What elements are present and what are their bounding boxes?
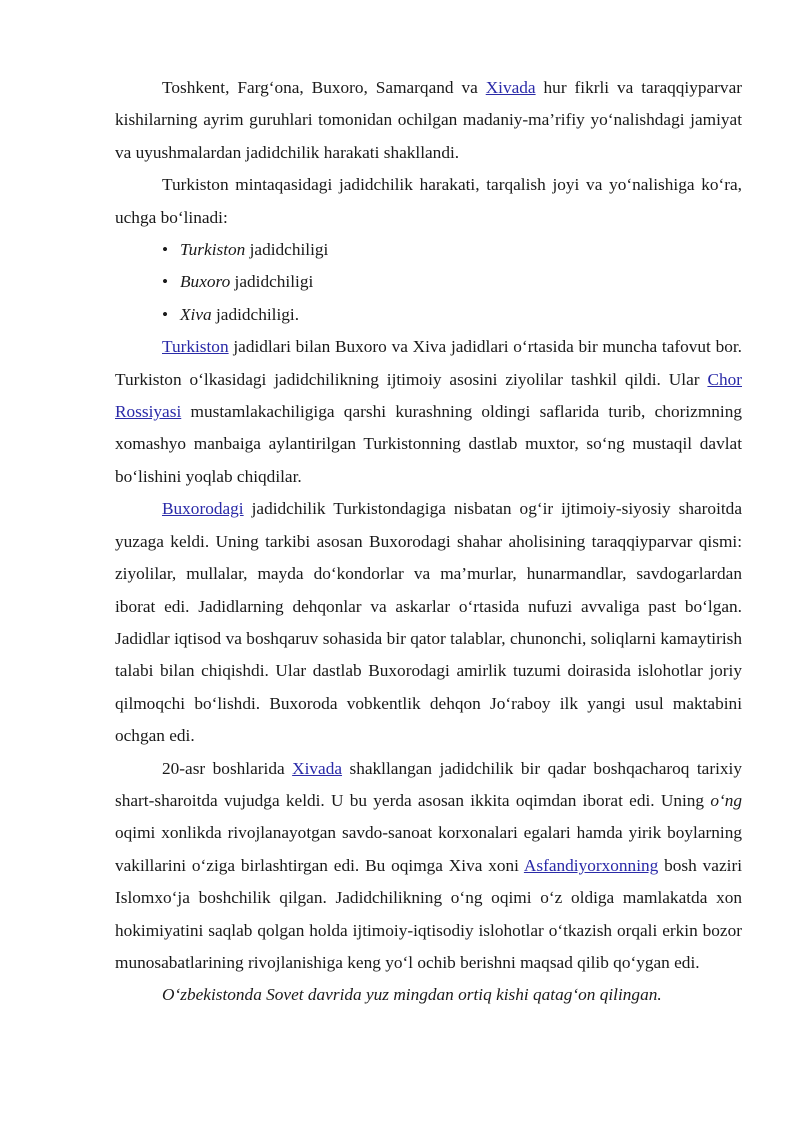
list-item-italic: Xiva	[180, 304, 212, 324]
list-item-italic: Turkiston	[180, 240, 246, 260]
bullet-icon: •	[162, 304, 169, 324]
paragraph-text: mustamlakachiligiga qarshi kurashning oldingi saflarida turib, chorizmning xomashyo manbaiga aylantirilgan Turkistonning dastlab muxtor, so‘ng mustaqil davlat bo‘lishini yoqlab chiqdilar.	[115, 402, 742, 486]
link-turkiston[interactable]: Turkiston	[162, 337, 229, 357]
paragraph-text: bosh vaziri Islomxo‘ja boshchilik qilgan. Jadidchilikning o‘ng oqimi o‘z oldiga mamlakatda xon hokimiyatini saqlab qolgan holda ijtimoiy-iqtisodiy islohotlar o‘tkazish orqali erkin bozor munosabatlarining rivojlanishiga keng yo‘l ochib berishni maqsad qilib qo‘ygan edi.	[115, 855, 742, 972]
list-item	[162, 299, 742, 331]
bullet-list	[115, 234, 742, 331]
paragraph-closing	[115, 979, 742, 1011]
list-item-italic: Buxoro	[180, 272, 231, 292]
link-buxorodagi[interactable]: Buxorodagi	[162, 499, 244, 519]
paragraph-text: 20-asr boshlarida	[162, 758, 293, 778]
paragraph-buxoro	[115, 493, 742, 752]
paragraph-turkiston	[115, 331, 742, 493]
paragraph-text: oqimi xonlikda rivojlanayotgan savdo-sanoat korxonalari egalari hamda yirik boylarning vakillarini o‘ziga birlashtirgan edi. Bu oqimga Xiva xoni	[115, 823, 742, 875]
paragraph-text: Turkiston mintaqasidagi jadidchilik harakati, tarqalish joyi va yo‘nalishiga ko‘ra, uchga bo‘linadi:	[115, 175, 742, 227]
document-page	[115, 72, 742, 1012]
link-xivada[interactable]: Xivada	[485, 78, 536, 97]
italic-term: o‘ng	[710, 790, 742, 810]
list-item-text: jadidchiligi.	[211, 304, 300, 324]
bullet-icon: •	[162, 240, 169, 260]
link-chor-rossiyasi[interactable]: Chor Rossiyasi	[115, 369, 742, 422]
paragraph-text: O‘zbekistonda Sovet davrida yuz mingdan ortiq kishi qatag‘on qilingan.	[162, 985, 662, 1005]
list-item	[162, 234, 742, 266]
bullet-icon: •	[162, 272, 169, 292]
paragraph-text: jadidlari bilan Buxoro va Xiva jadidlari o‘rtasida bir muncha tafovut bor. Turkiston o‘lkasidagi jadidchilikning ijtimoiy asosini ziyolilar tashkil qildi. Ular	[115, 337, 742, 389]
list-item-text: jadidchiligi	[245, 240, 329, 260]
list-item-text: jadidchiligi	[230, 272, 314, 292]
paragraph-xiva	[115, 753, 742, 980]
paragraph-text: shakllangan jadidchilik bir qadar boshqacharoq tarixiy shart-sharoitda vujudga keldi. U bu yerda asosan ikkita oqimdan iborat edi. Uning	[115, 758, 742, 810]
list-item	[162, 266, 742, 298]
link-xivada-2[interactable]: Xivada	[292, 758, 343, 778]
paragraph-division	[115, 169, 742, 234]
link-asfandiyorxon[interactable]: Asfandiyorxonning	[523, 855, 659, 875]
paragraph-text: Toshkent, Farg‘ona, Buxoro, Samarqand va	[162, 78, 486, 97]
paragraph-text: jadidchilik Turkistondagiga nisbatan og‘ir ijtimoiy-siyosiy sharoitda yuzaga keldi. Uning tarkibi asosan Buxorodagi shahar aholisining taraqqiyparvar qismi: ziyolilar, mullalar, mayda do‘kondorlar va ma’murlar, hunarmandlar, savdogarlardan iborat edi. Jadidlarning dehqonlar va askarlar o‘rtasida nufuzi avvaliga past bo‘lgan. Jadidlar iqtisod va boshqaruv sohasida bir qator talablar, chunonchi, soliqlarni kamaytirish talabi bilan chiqishdi. Ular dastlab Buxorodagi amirlik tuzumi doirasida islohotlar joriy qilmoqchi bo‘lishdi. Buxoroda vobkentlik dehqon Jo‘raboy ilk yangi usul maktabini ochgan edi.	[115, 499, 742, 746]
paragraph-text: hur fikrli va taraqqiyparvar kishilarning ayrim guruhlari tomonidan ochilgan madaniy-ma’rifiy yo‘nalishdagi jamiyat va uyushmalardan jadidchilik harakati shakllandi.	[115, 78, 742, 162]
paragraph-intro	[115, 72, 742, 169]
